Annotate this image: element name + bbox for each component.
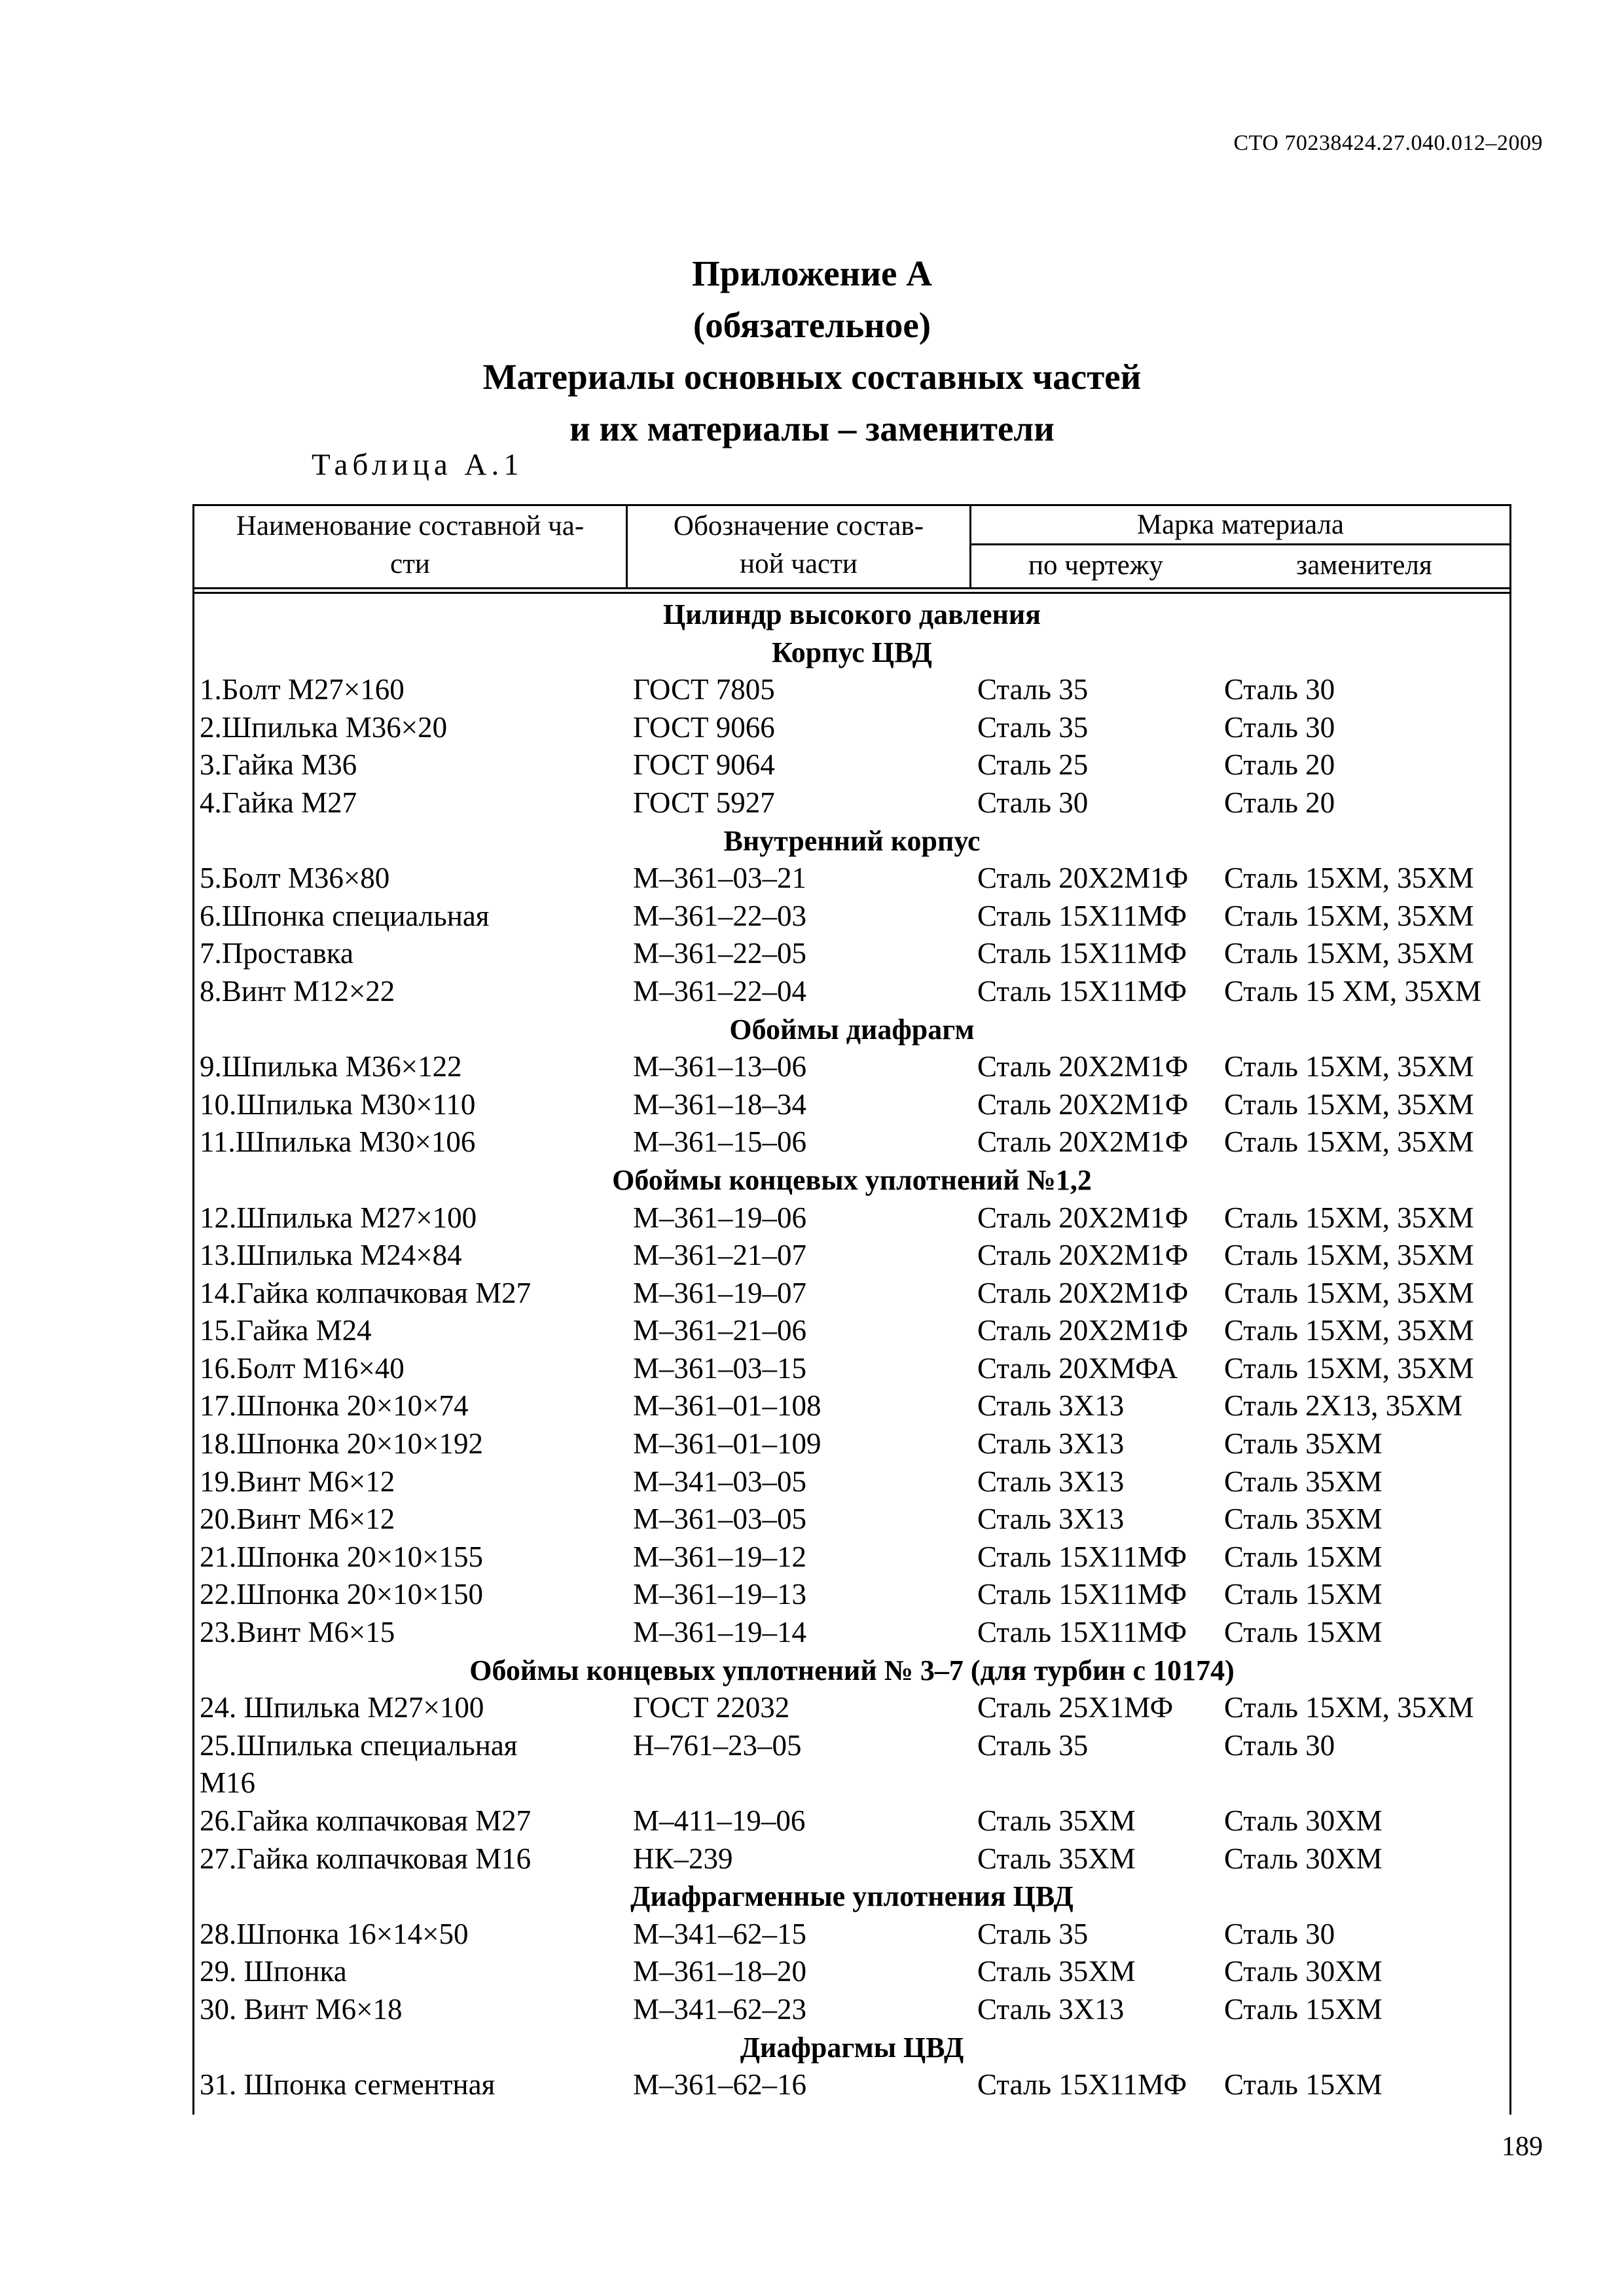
cell-material-substitute: Сталь 15ХМ xyxy=(1224,1578,1382,1611)
cell-material-substitute: Сталь 15ХМ, 35ХМ xyxy=(1224,1314,1474,1347)
table-row xyxy=(194,1199,1509,1237)
cell-part-name: 8.Винт М12×22 xyxy=(200,974,395,1008)
table-body xyxy=(194,596,1509,2104)
cell-part-code: М–361–18–34 xyxy=(633,1087,807,1121)
header-part-name-line-1: Наименование составной ча- xyxy=(236,511,585,541)
table-row xyxy=(194,1275,1509,1313)
table-row xyxy=(194,1689,1509,1727)
cell-part-name: 22.Шпонка 20×10×150 xyxy=(200,1578,483,1611)
cell-part-name: 20.Винт М6×12 xyxy=(200,1503,395,1536)
table-row xyxy=(194,860,1509,898)
cell-part-name: 27.Гайка колпачковая М16 xyxy=(200,1842,532,1875)
cell-material-substitute: Сталь 15ХМ xyxy=(1224,1616,1382,1649)
cell-material-substitute: Сталь 30ХМ xyxy=(1224,1955,1382,1988)
cell-material-substitute: Сталь 20 xyxy=(1224,748,1335,782)
cell-material-by-drawing: Сталь 3Х13 xyxy=(977,1465,1125,1498)
cell-material-by-drawing: Сталь 20Х2М1Ф xyxy=(977,1125,1189,1159)
cell-part-code: М–341–62–15 xyxy=(633,1917,807,1950)
appendix-title: Приложение А xyxy=(692,253,932,293)
cell-part-code: М–361–13–06 xyxy=(633,1050,807,1084)
header-part-code-line-2: ной части xyxy=(740,549,857,579)
cell-material-by-drawing: Сталь 20Х2М1Ф xyxy=(977,1314,1189,1347)
table-caption: Таблица А.1 xyxy=(312,448,524,482)
table-row xyxy=(194,1539,1509,1576)
cell-part-code: М–361–19–12 xyxy=(633,1540,807,1573)
header-part-code xyxy=(628,506,971,587)
table-row xyxy=(194,1727,1509,1765)
cell-material-by-drawing: Сталь 15Х11МФ xyxy=(977,1540,1187,1573)
cell-material-by-drawing: Сталь 15Х11МФ xyxy=(977,2068,1187,2102)
header-substitute: заменителя xyxy=(1296,550,1432,581)
materials-table xyxy=(192,504,1511,2115)
cell-material-substitute: Сталь 15ХМ xyxy=(1224,1540,1382,1573)
cell-material-by-drawing: Сталь 25 xyxy=(977,748,1089,782)
cell-material-substitute: Сталь 15ХМ, 35ХМ xyxy=(1224,862,1474,895)
cell-part-code: ГОСТ 9066 xyxy=(633,710,775,744)
cell-part-name: 26.Гайка колпачковая М27 xyxy=(200,1804,532,1837)
table-row xyxy=(194,1350,1509,1388)
cell-part-code: М–361–19–06 xyxy=(633,1201,807,1234)
table-row xyxy=(194,784,1509,822)
cell-part-code: М–361–19–13 xyxy=(633,1578,807,1611)
cell-material-substitute: Сталь 30 xyxy=(1224,673,1335,706)
table-row xyxy=(194,1123,1509,1161)
cell-material-substitute: Сталь 30 xyxy=(1224,1917,1335,1950)
cell-material-substitute: Сталь 15ХМ xyxy=(1224,2068,1382,2102)
cell-part-code: М–361–01–109 xyxy=(633,1427,821,1461)
cell-part-code: М–361–15–06 xyxy=(633,1125,807,1159)
cell-part-name: 31. Шпонка сегментная xyxy=(200,2068,496,2102)
cell-part-code: М–361–19–07 xyxy=(633,1276,807,1309)
cell-part-name: 16.Болт М16×40 xyxy=(200,1351,405,1385)
cell-material-substitute: Сталь 35ХМ xyxy=(1224,1465,1382,1498)
cell-part-name: М16 xyxy=(200,1766,256,1800)
cell-material-substitute: Сталь 15ХМ, 35ХМ xyxy=(1224,1276,1474,1309)
cell-material-by-drawing: Сталь 25Х1МФ xyxy=(977,1691,1174,1724)
cell-material-substitute: Сталь 15ХМ, 35ХМ xyxy=(1224,1050,1474,1084)
cell-material-by-drawing: Сталь 20Х2М1Ф xyxy=(977,862,1189,895)
cell-part-code: М–361–22–04 xyxy=(633,974,807,1008)
cell-material-substitute: Сталь 15ХМ, 35ХМ xyxy=(1224,1125,1474,1159)
cell-material-by-drawing: Сталь 20Х2М1Ф xyxy=(977,1201,1189,1234)
cell-part-code: М–361–22–03 xyxy=(633,899,807,932)
table-section-heading: Диафрагмы ЦВД xyxy=(740,2031,964,2064)
cell-part-code: М–361–01–108 xyxy=(633,1389,821,1423)
cell-material-by-drawing: Сталь 15Х11МФ xyxy=(977,1578,1187,1611)
cell-part-code: М–361–18–20 xyxy=(633,1955,807,1988)
table-section-heading: Обоймы концевых уплотнений № 3–7 (для турбин с 10174) xyxy=(469,1654,1235,1686)
cell-part-name: 23.Винт М6×15 xyxy=(200,1616,395,1649)
header-by-drawing: по чертежу xyxy=(1028,550,1163,581)
cell-material-substitute: Сталь 30ХМ xyxy=(1224,1842,1382,1875)
table-row xyxy=(194,1501,1509,1539)
cell-part-name: 9.Шпилька М36×122 xyxy=(200,1050,462,1084)
cell-material-by-drawing: Сталь 15Х11МФ xyxy=(977,1616,1187,1649)
cell-material-substitute: Сталь 15ХМ, 35ХМ xyxy=(1224,1087,1474,1121)
table-row xyxy=(194,1463,1509,1501)
cell-material-by-drawing: Сталь 35 xyxy=(977,1728,1089,1762)
cell-part-name: 30. Винт М6×18 xyxy=(200,1992,403,2026)
cell-material-by-drawing: Сталь 20Х2М1Ф xyxy=(977,1087,1189,1121)
cell-part-code: М–361–22–05 xyxy=(633,937,807,970)
table-row xyxy=(194,1991,1509,2029)
cell-part-code: Н–761–23–05 xyxy=(633,1728,802,1762)
table-row xyxy=(194,1614,1509,1652)
cell-part-name: 21.Шпонка 20×10×155 xyxy=(200,1540,483,1573)
table-section-heading: Цилиндр высокого давления xyxy=(662,598,1041,630)
cell-part-name: 15.Гайка М24 xyxy=(200,1314,372,1347)
cell-part-name: 19.Винт М6×12 xyxy=(200,1465,395,1498)
table-section-heading: Обоймы концевых уплотнений №1,2 xyxy=(612,1163,1092,1196)
table-row xyxy=(194,1425,1509,1463)
cell-part-code: М–361–03–05 xyxy=(633,1503,807,1536)
table-row xyxy=(194,671,1509,709)
cell-part-name: 29. Шпонка xyxy=(200,1955,347,1988)
table-row xyxy=(194,1576,1509,1614)
cell-part-code: М–361–19–14 xyxy=(633,1616,807,1649)
cell-material-by-drawing: Сталь 3Х13 xyxy=(977,1992,1125,2026)
cell-material-by-drawing: Сталь 3Х13 xyxy=(977,1503,1125,1536)
cell-part-name: 24. Шпилька М27×100 xyxy=(200,1691,484,1724)
table-section-heading: Корпус ЦВД xyxy=(772,636,932,668)
cell-material-substitute: Сталь 30 xyxy=(1224,710,1335,744)
cell-part-code: М–341–62–23 xyxy=(633,1992,807,2026)
cell-part-code: М–361–21–06 xyxy=(633,1314,807,1347)
cell-material-by-drawing: Сталь 30 xyxy=(977,786,1089,819)
cell-part-name: 1.Болт М27×160 xyxy=(200,673,405,706)
cell-material-substitute: Сталь 15ХМ, 35ХМ xyxy=(1224,1351,1474,1385)
table-row xyxy=(194,1802,1509,1840)
cell-material-substitute: Сталь 15 ХМ, 35ХМ xyxy=(1224,974,1482,1008)
cell-material-by-drawing: Сталь 20ХМФА xyxy=(977,1351,1178,1385)
table-row xyxy=(194,1764,1509,1802)
cell-part-name: 5.Болт М36×80 xyxy=(200,862,390,895)
table-row xyxy=(194,898,1509,936)
cell-material-by-drawing: Сталь 35ХМ xyxy=(977,1955,1136,1988)
cell-material-by-drawing: Сталь 35 xyxy=(977,673,1089,706)
cell-material-substitute: Сталь 20 xyxy=(1224,786,1335,819)
cell-part-name: 14.Гайка колпачковая М27 xyxy=(200,1276,532,1309)
cell-part-code: М–411–19–06 xyxy=(633,1804,806,1837)
cell-part-name: 3.Гайка М36 xyxy=(200,748,357,782)
table-row xyxy=(194,746,1509,784)
table-row xyxy=(194,973,1509,1011)
cell-material-by-drawing: Сталь 35ХМ xyxy=(977,1804,1136,1837)
appendix-heading xyxy=(0,247,1624,454)
table-row xyxy=(194,1916,1509,1954)
cell-part-code: ГОСТ 22032 xyxy=(633,1691,790,1724)
table-row xyxy=(194,1048,1509,1086)
table-header xyxy=(194,506,1509,587)
table-row xyxy=(194,709,1509,747)
cell-part-code: ГОСТ 7805 xyxy=(633,673,775,706)
appendix-subject-line-2: и их материалы – заменители xyxy=(569,409,1055,448)
document-code: СТО 70238424.27.040.012–2009 xyxy=(1233,131,1543,155)
cell-part-name: 6.Шпонка специальная xyxy=(200,899,490,932)
header-part-name-line-2: сти xyxy=(390,549,430,579)
cell-part-name: 25.Шпилька специальная xyxy=(200,1728,518,1762)
table-row xyxy=(194,1312,1509,1350)
cell-material-substitute: Сталь 15ХМ, 35ХМ xyxy=(1224,1201,1474,1234)
cell-part-code: ГОСТ 9064 xyxy=(633,748,775,782)
header-double-rule xyxy=(194,587,1509,594)
header-part-code-line-1: Обозначение состав- xyxy=(673,511,924,541)
cell-material-by-drawing: Сталь 15Х11МФ xyxy=(977,937,1187,970)
table-row xyxy=(194,1840,1509,1878)
table-row xyxy=(194,1953,1509,1991)
cell-material-substitute: Сталь 35ХМ xyxy=(1224,1427,1382,1461)
cell-part-name: 10.Шпилька М30×110 xyxy=(200,1087,476,1121)
table-row xyxy=(194,1387,1509,1425)
header-material-subcolumns xyxy=(971,545,1509,587)
cell-material-substitute: Сталь 15ХМ, 35ХМ xyxy=(1224,937,1474,970)
cell-material-substitute: Сталь 15ХМ, 35ХМ xyxy=(1224,1239,1474,1272)
cell-part-code: НК–239 xyxy=(633,1842,733,1875)
cell-part-name: 7.Проставка xyxy=(200,937,353,970)
cell-part-code: ГОСТ 5927 xyxy=(633,786,775,819)
table-row xyxy=(194,2066,1509,2104)
page-number: 189 xyxy=(1502,2132,1543,2162)
table-row xyxy=(194,1237,1509,1275)
cell-material-by-drawing: Сталь 15Х11МФ xyxy=(977,974,1187,1008)
cell-material-substitute: Сталь 35ХМ xyxy=(1224,1503,1382,1536)
cell-material-by-drawing: Сталь 35 xyxy=(977,710,1089,744)
table-section-heading: Обоймы диафрагм xyxy=(729,1013,975,1046)
table-row xyxy=(194,1086,1509,1124)
cell-material-substitute: Сталь 15ХМ, 35ХМ xyxy=(1224,1691,1474,1724)
cell-material-substitute: Сталь 15ХМ xyxy=(1224,1992,1382,2026)
cell-material-by-drawing: Сталь 20Х2М1Ф xyxy=(977,1276,1189,1309)
cell-part-name: 13.Шпилька М24×84 xyxy=(200,1239,462,1272)
cell-material-by-drawing: Сталь 20Х2М1Ф xyxy=(977,1050,1189,1084)
header-material-grade-title: Марка материала xyxy=(971,506,1509,545)
cell-part-code: М–361–03–21 xyxy=(633,862,807,895)
cell-material-by-drawing: Сталь 3Х13 xyxy=(977,1427,1125,1461)
cell-part-name: 17.Шпонка 20×10×74 xyxy=(200,1389,469,1423)
cell-part-code: М–361–03–15 xyxy=(633,1351,807,1385)
cell-material-substitute: Сталь 2Х13, 35ХМ xyxy=(1224,1389,1463,1423)
appendix-subject-line-1: Материалы основных составных частей xyxy=(482,357,1142,397)
cell-part-code: М–361–62–16 xyxy=(633,2068,807,2102)
cell-material-by-drawing: Сталь 3Х13 xyxy=(977,1389,1125,1423)
table-row xyxy=(194,935,1509,973)
cell-material-substitute: Сталь 15ХМ, 35ХМ xyxy=(1224,899,1474,932)
cell-material-by-drawing: Сталь 20Х2М1Ф xyxy=(977,1239,1189,1272)
cell-part-name: 11.Шпилька М30×106 xyxy=(200,1125,476,1159)
cell-material-by-drawing: Сталь 15Х11МФ xyxy=(977,899,1187,932)
table-section-heading: Диафрагменные уплотнения ЦВД xyxy=(630,1880,1074,1913)
header-part-name xyxy=(194,506,628,587)
cell-part-name: 12.Шпилька М27×100 xyxy=(200,1201,477,1234)
cell-material-by-drawing: Сталь 35ХМ xyxy=(977,1842,1136,1875)
cell-part-name: 28.Шпонка 16×14×50 xyxy=(200,1917,469,1950)
cell-part-code: М–361–21–07 xyxy=(633,1239,807,1272)
cell-material-substitute: Сталь 30ХМ xyxy=(1224,1804,1382,1837)
cell-part-name: 2.Шпилька М36×20 xyxy=(200,710,448,744)
table-section-heading: Внутренний корпус xyxy=(723,824,981,857)
appendix-status: (обязательное) xyxy=(693,305,931,345)
cell-part-name: 4.Гайка М27 xyxy=(200,786,357,819)
header-material-grade xyxy=(971,506,1509,587)
cell-material-by-drawing: Сталь 35 xyxy=(977,1917,1089,1950)
cell-material-substitute: Сталь 30 xyxy=(1224,1728,1335,1762)
cell-part-name: 18.Шпонка 20×10×192 xyxy=(200,1427,483,1461)
cell-part-code: М–341–03–05 xyxy=(633,1465,807,1498)
